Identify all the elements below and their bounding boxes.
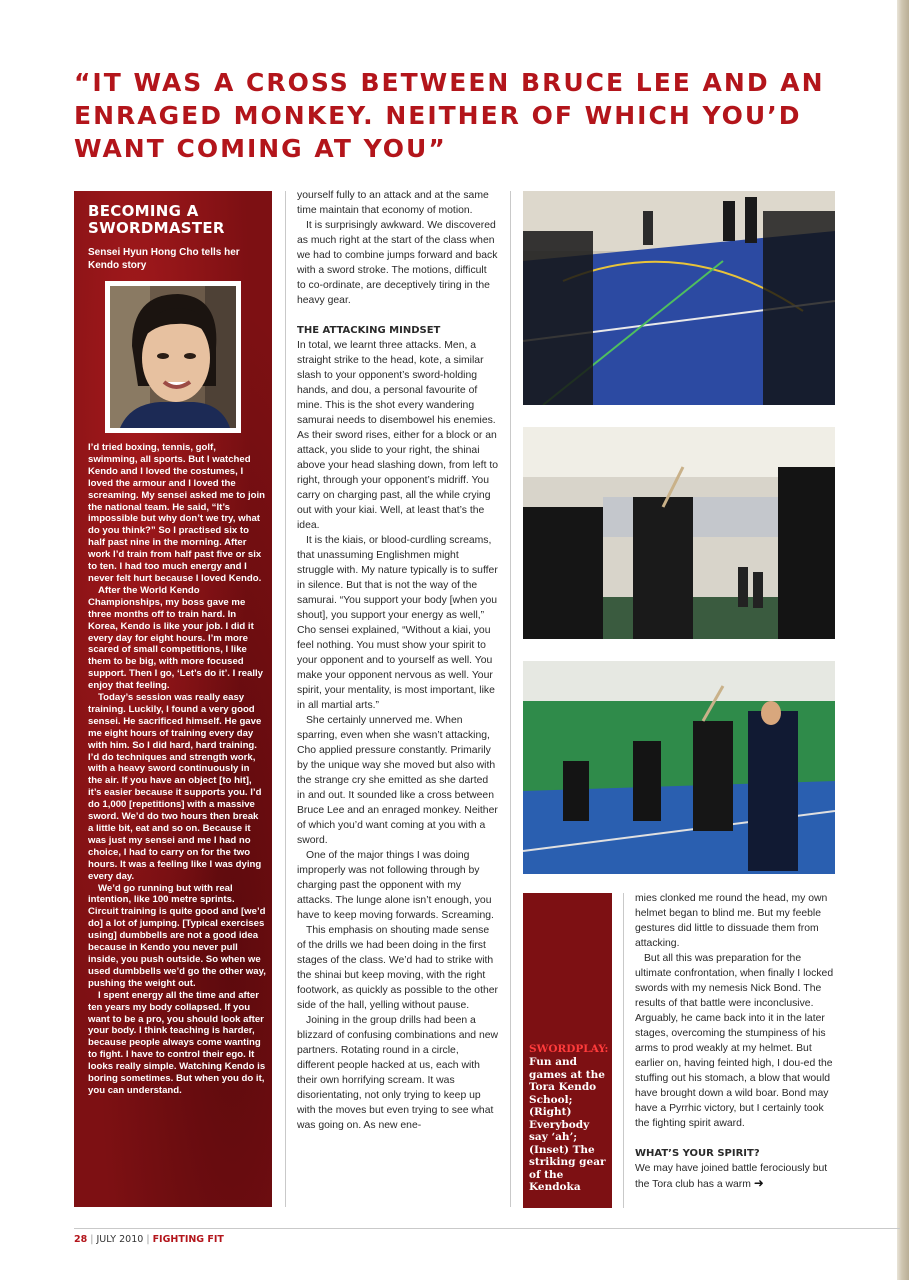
article-paragraph: She certainly unnerved me. When sparring, even when she wasn’t attacking, Cho applied pressure constantly. Primarily by the unique way she moved but also with the strange cry she emitted as she darted in and out. It sounded like a cross between Bruce Lee and an enraged monkey. Neither of which you’d want coming at you with a sword. <box>297 715 498 846</box>
article-text: We may have joined battle ferociously but the Tora club has a warm <box>635 1163 828 1190</box>
article-paragraph: But all this was preparation for the ultimate confrontation, when finally I locked swords with my nemesis Nick Bond. The results of that battle were inconclusive. Arguably, he came back into it in the later stages, overcoming the stumpiness of his arms to prod weakly at my helmet. But earlier on, having feinted high, I dou-ed the stuffing out his stomach, a blow that would have brought down a wild boar. Bond may have a Pyrrhic victory, but I certainly took the fighting spirit award. <box>635 953 834 1129</box>
photo-training-hall-floor <box>523 191 835 405</box>
article-paragraph <box>635 1161 835 1192</box>
page-footer <box>74 1234 224 1246</box>
footer-rule <box>74 1228 900 1229</box>
sidebar-subtitle: Sensei Hyun Hong Cho tells her Kendo story <box>88 247 240 271</box>
sidebar-paragraph: We’d go running but with real intention, like 100 metre sprints. Circuit training is quite good and [we’d do] a lot of jumping. [Typical exercises using] dumbbells are not a good idea because in Kendo you never pull inside, you push outside. So when we used dumbbells we’d go the other way, pushing the weight out. <box>88 882 266 989</box>
article-paragraph: mies clonked me round the head, my own helmet began to blind me. But my feeble gestures did little to dissuade them from attacking. <box>635 893 828 949</box>
page-number: 28 <box>74 1234 88 1245</box>
photo-kendo-group-drill <box>523 427 835 639</box>
article-paragraph: It is surprisingly awkward. We discovered as much right at the start of the class when we had to combine jumps forward and back with a sword stroke. The motions, difficult to co-ordinate, are deceptively tiring in the heavy gear. <box>297 220 498 306</box>
issue-date: JULY 2010 <box>96 1234 144 1245</box>
column-rule <box>285 191 286 1207</box>
article-paragraph: It is the kiais, or blood-curdling screams, that unassuming Englishmen might struggle with. My nature typically is to suffer in silence. But that is not the way of the samurai. “You support your body [when you shout], you support your energy as well,” Cho sensei explained, “Without a kiai, you feel nothing. You must show your spirit to your opponent and to yourself as well. You make your opponent nervous as well. Your spirit, your mentality, is most important, like in all martial arts.” <box>297 535 498 711</box>
sidebar-paragraph: I spent energy all the time and after ten years my body collapsed. If you want to be a pro, you should look after your body. I think teaching is harder, because people always come wanting to fight. I have to control their ego. It looks really simple. Watching Kendo is boring sometimes. But when you do it, you can understand. <box>88 989 266 1096</box>
pull-quote-headline: “IT WAS A CROSS BETWEEN BRUCE LEE AND AN ENRAGED MONKEY. NEITHER OF WHICH YOU’D WANT COMING AT YOU” <box>74 68 825 163</box>
section-heading: WHAT’S YOUR SPIRIT? <box>635 1148 760 1159</box>
magazine-name: FIGHTING FIT <box>152 1234 224 1245</box>
sidebar-paragraph: I’d tried boxing, tennis, golf, swimming, all sports. But I watched Kendo and I loved the costumes, I loved the armour and I loved the screaming. My sensei asked me to join the national team. He said, “It’s impossible but why don’t we try, what do you think?” So I practised six to half past nine in the morning. After work I’d train from half past five or six to ten. I had too much energy and I never felt hurt because I loved Kendo. <box>88 442 266 584</box>
article-column-continued <box>635 891 835 1192</box>
article-paragraph: This emphasis on shouting made sense of the drills we had been doing in the first stages of the class. We’d had to strike with the shinai but keep moving, with the right footwork, as quickly as possible to the other side of the hall, yelling without pause. <box>297 925 498 1011</box>
sensei-portrait <box>105 281 241 433</box>
column-rule <box>510 191 511 1207</box>
article-column-main <box>297 188 498 1133</box>
sidebar-story <box>88 442 266 1097</box>
article-paragraph: In total, we learnt three attacks. Men, a straight strike to the head, kote, a similar slash to your opponent’s sword-holding hands, and dou, a personal favourite of mine. This is the shot every wandering samurai needs to disembowel his enemies. As their sword rises, either for a block or an attack, you slide to your right, the shinai above your head slashing down, from left to right, through your opponent’s midriff. You carry on charging past, all the while crying out with your kiai. Well, at least that’s the idea. <box>297 340 499 531</box>
column-rule <box>623 893 624 1208</box>
sidebar-title: BECOMING A SWORDMASTER <box>88 202 225 237</box>
sidebar-paragraph: After the World Kendo Championships, my boss gave me three months off to train hard. In Korea, Kendo is like your job. I did it every day for eight hours. I’m more scared of small competitions, I like them to be big, with more focused support. Then I go, ‘Let’s do it’. I really enjoy that feeling. <box>88 584 264 692</box>
footer-separator: | <box>90 1234 97 1245</box>
sidebar-panel <box>74 191 272 1207</box>
article-paragraph: One of the major things I was doing improperly was not following through by charging past the opponent with my attacks. The lunge alone isn’t enough, you have to keep moving forwards. Screaming. <box>297 850 494 921</box>
caption-text: Fun and games at the Tora Kendo School; (Right) Everybody say ‘ah’; (Inset) The striking gear of the Kendoka <box>529 1056 606 1193</box>
article-paragraph: yourself fully to an attack and at the same time maintain that economy of motion. <box>297 190 489 216</box>
caption-label: SWORDPLAY: <box>529 1043 609 1055</box>
footer-separator: | <box>146 1234 153 1245</box>
page-edge <box>897 0 909 1280</box>
article-paragraph: Joining in the group drills had been a blizzard of confusing combinations and new partners. Rotating round in a circle, different people hacked at us, each with their own horrifying scream. It was disorientating, not only trying to keep up with the moves but even trying to see what was going on. As new ene- <box>297 1015 499 1131</box>
section-heading: THE ATTACKING MINDSET <box>297 325 441 336</box>
photo-kendo-sparring <box>523 661 835 874</box>
sidebar-paragraph: Today’s session was really easy training. Luckily, I found a very good sensei. He sacrificed himself. He gave me eight hours of training every day with him. So I did hard, hard training. I’d do techniques and strength work, with a heavy sword continuously in the air. If you have an object [to hit], it’s easier because it supports you. I’d do 1,000 [repetitions] with a massive sword. We’d do two hours then break a little bit, eat and so on. Because it was just my sensei and me I had no choice, I had to carry on for the two hours. It was a feeling like I was dying every day. <box>88 692 262 882</box>
continue-arrow-icon: ➜ <box>753 1176 764 1190</box>
photo-caption-box <box>523 893 612 1208</box>
